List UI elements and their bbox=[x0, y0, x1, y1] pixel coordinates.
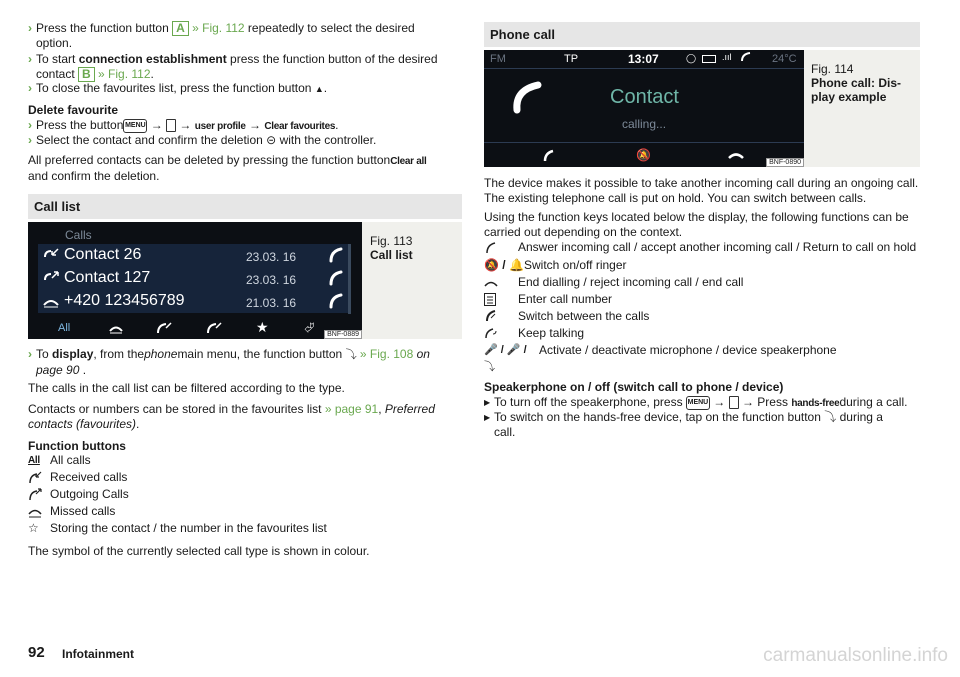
list-item: Missed calls bbox=[28, 503, 462, 520]
call-function-bar bbox=[484, 142, 804, 167]
filter-paragraph: The calls in the call list can be filtered according to the type. bbox=[28, 381, 345, 395]
screen-title: Calls bbox=[65, 228, 92, 242]
step-close-favourites: › To close the favourites list, press the function button ▲. bbox=[28, 81, 328, 95]
call-icon[interactable] bbox=[328, 293, 344, 309]
section-name: Infotainment bbox=[62, 647, 134, 661]
list-item: Received calls bbox=[28, 469, 462, 486]
ringer-off-icon[interactable]: 🔕 bbox=[636, 148, 651, 162]
label-b: B bbox=[78, 67, 95, 82]
speakerphone-on-step: ▶ To switch on the hands-free device, tap on the function button ⤵ during a call. bbox=[484, 410, 883, 439]
microphone-off-icon: 🎤 bbox=[506, 344, 521, 356]
phone-call-heading: Phone call bbox=[484, 22, 920, 47]
page-ref[interactable]: » page 91 bbox=[324, 402, 379, 416]
outgoing-call-icon bbox=[42, 271, 60, 285]
call-type-tabs bbox=[28, 319, 362, 339]
table-row[interactable]: +420 123456789 21.03. 16 bbox=[38, 290, 350, 313]
speakerphone-icon: ⤵ bbox=[484, 361, 495, 373]
end-call-icon bbox=[484, 274, 518, 291]
menu-key-icon: MENU bbox=[123, 119, 147, 133]
call-list-heading: Call list bbox=[28, 194, 462, 219]
tab-favourites-star-icon[interactable]: ★ bbox=[256, 319, 269, 335]
call-icon[interactable] bbox=[328, 247, 344, 263]
delete-favourite-heading: Delete favourite bbox=[28, 103, 119, 117]
delete-all-paragraph: All preferred contacts can be deleted by pressing the function buttonClear all and confirm the deletion. bbox=[28, 153, 427, 183]
tab-received-icon[interactable] bbox=[206, 321, 222, 335]
signal-icon: .ııl bbox=[722, 52, 732, 62]
step-connect: › To start connection establishment press the function button of the desired contact B » Fig. 112. bbox=[28, 52, 438, 81]
list-item: Answer incoming call / accept another incoming call / Return to call on hold bbox=[484, 240, 920, 255]
missed-call-icon bbox=[42, 294, 60, 308]
speakerphone-heading: Speakerphone on / off (switch call to phone / device) bbox=[484, 380, 784, 394]
figure-114 bbox=[484, 50, 920, 167]
symbol-paragraph: The symbol of the currently selected call type is shown in colour. bbox=[28, 544, 370, 558]
list-item: 🔕 / 🔔 Switch on/off ringer bbox=[484, 258, 627, 272]
fig-ref[interactable]: » Fig. 108 bbox=[359, 347, 414, 361]
scrollbar[interactable] bbox=[348, 244, 351, 314]
bullet: ▶ bbox=[484, 398, 491, 407]
status-bar: FM TP 13:07 ◯ .ııl 24°C bbox=[484, 50, 804, 69]
intro-paragraph: The device makes it possible to take another incoming call during an ongoing call. The existing telephone call is put on hold. You can switch between calls. bbox=[484, 176, 919, 205]
figure-code: BNF-0890 bbox=[766, 158, 804, 167]
list-item: Keep talking bbox=[484, 325, 920, 342]
table-row[interactable]: Contact 26 23.03. 16 bbox=[38, 244, 350, 268]
clock: 13:07 bbox=[628, 52, 659, 66]
call-icon[interactable] bbox=[328, 270, 344, 286]
received-call-icon bbox=[42, 248, 60, 262]
phone-call-screen bbox=[484, 50, 804, 167]
received-call-icon bbox=[28, 469, 50, 486]
figure-caption: Fig. 114 Phone call: Dis- play example bbox=[811, 62, 902, 104]
function-keys-paragraph: Using the function keys located below the display, the following functions can be carried out depending on the context. bbox=[484, 210, 909, 239]
figure-code: BNF-0889 bbox=[324, 330, 362, 339]
speakerphone-off-step: ▶ To turn off the speakerphone, press MENU → → Press hands-freeduring a call. bbox=[484, 395, 908, 409]
keypad-icon bbox=[484, 291, 518, 308]
keep-talking-icon bbox=[484, 325, 518, 342]
step-select-option: › Press the function button A » Fig. 112 repeatedly to select the desired option. bbox=[28, 21, 415, 50]
label-a: A bbox=[172, 21, 189, 36]
delete-icon: ⊝ bbox=[266, 133, 277, 147]
fig-ref[interactable]: » Fig. 112 bbox=[98, 67, 151, 81]
call-list-screen bbox=[28, 222, 362, 339]
function-keys-list bbox=[484, 240, 920, 376]
table-row[interactable]: Contact 127 23.03. 16 bbox=[38, 267, 350, 291]
missed-call-icon bbox=[28, 503, 50, 520]
list-item: ☆ Storing the contact / the number in the favourites list bbox=[28, 521, 327, 535]
battery-icon bbox=[702, 55, 716, 63]
switch-calls-icon bbox=[484, 308, 518, 325]
speakerphone-icon: ⤵ bbox=[824, 410, 837, 424]
function-buttons-heading: Function buttons bbox=[28, 439, 126, 453]
bluetooth-icon: ◯ bbox=[686, 53, 697, 63]
answer-call-icon[interactable] bbox=[542, 149, 556, 163]
fig-ref[interactable]: » Fig. 112 bbox=[192, 21, 245, 35]
ringer-off-icon: 🔕 bbox=[484, 258, 499, 272]
call-rows bbox=[38, 244, 350, 314]
list-item: Enter call number bbox=[484, 291, 920, 308]
page-number: 92 bbox=[28, 644, 45, 661]
step-delete-favourite: › Press the button MENU → → user profile → Clear favourites. bbox=[28, 118, 339, 132]
call-status: calling... bbox=[622, 117, 667, 131]
star-icon: ☆ bbox=[28, 521, 39, 535]
contact-name: Contact bbox=[610, 86, 679, 108]
outgoing-call-icon bbox=[28, 486, 50, 503]
list-item: All All calls bbox=[28, 453, 91, 467]
step-display-call-list: › To display, from thephonemain menu, the function button ⤵ » Fig. 108 on page 90 . bbox=[28, 347, 430, 377]
phone-status-icon bbox=[740, 51, 752, 63]
call-list-icon: ⤵ bbox=[345, 349, 357, 361]
step-confirm-deletion: › Select the contact and confirm the deletion ⊝ with the controller. bbox=[28, 133, 377, 147]
end-call-icon[interactable] bbox=[728, 151, 744, 161]
ringer-on-icon: 🔔 bbox=[508, 258, 524, 272]
contacts-paragraph: Contacts or numbers can be stored in the favourites list » page 91, Preferred contacts (favourites). bbox=[28, 402, 435, 431]
tab-outgoing-icon[interactable] bbox=[156, 321, 172, 335]
bullet: ▶ bbox=[484, 413, 491, 422]
watermark: carmanualsonline.info bbox=[763, 645, 948, 666]
list-item: Outgoing Calls bbox=[28, 486, 462, 503]
phone-key-icon bbox=[729, 396, 739, 409]
microphone-on-icon: 🎤 bbox=[484, 344, 498, 356]
figure-caption: Fig. 113 Call list bbox=[370, 234, 413, 262]
phone-key-icon bbox=[166, 119, 176, 132]
big-phone-icon bbox=[510, 80, 544, 114]
list-item: Switch between the calls bbox=[484, 308, 920, 325]
triangle-up-icon: ▲ bbox=[314, 84, 324, 94]
list-item: 🎤 / 🎤 / ⤵ Activate / deactivate microphone / device speakerphone bbox=[484, 343, 837, 373]
all-calls-icon: All bbox=[28, 455, 40, 466]
function-buttons-list bbox=[28, 452, 462, 537]
figure-113 bbox=[28, 222, 462, 339]
menu-key-icon: MENU bbox=[686, 396, 710, 410]
tab-missed-icon[interactable] bbox=[108, 322, 124, 334]
list-item: End dialling / reject incoming call / end call bbox=[484, 274, 920, 291]
back-icon[interactable]: ⮰ bbox=[304, 320, 315, 335]
answer-call-icon bbox=[484, 240, 518, 255]
tab-all[interactable]: All bbox=[58, 322, 71, 334]
